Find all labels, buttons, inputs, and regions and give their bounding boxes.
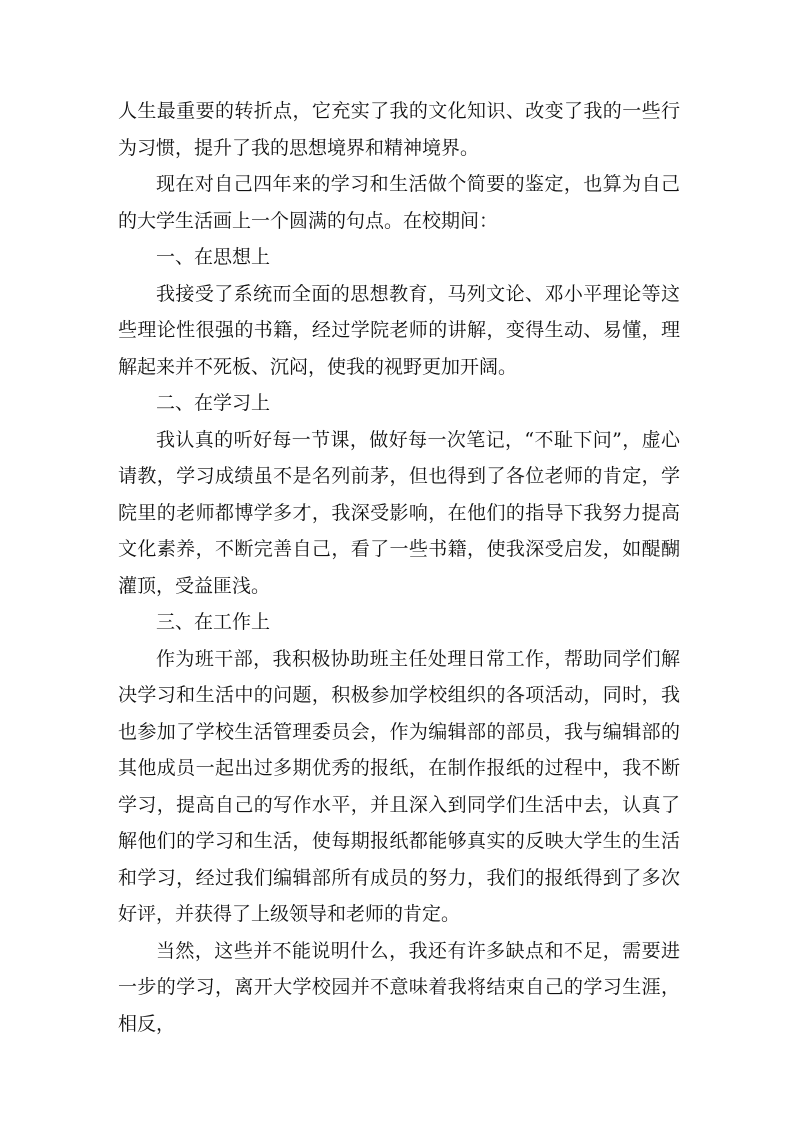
paragraph-work: 作为班干部，我积极协助班主任处理日常工作，帮助同学们解决学习和生活中的问题，积极参加学校组织的各项活动，同时，我也参加了学校生活管理委员会，作为编辑部的部员，我与编辑部的其他成员一起出过多期优秀的报纸，在制作报纸的过程中，我不断学习，提高自己的写作水平，并且深入到同学们生活中去，认真了解他们的学习和生活，使每期报纸都能够真实的反映大学生的生活和学习，经过我们编辑部所有成员的努力，我们的报纸得到了多次好评，并获得了上级领导和老师的肯定。	[118, 647, 680, 925]
section-heading-thought: 一、在思想上	[156, 246, 271, 268]
paragraph-thought: 我接受了系统而全面的思想教育，马列文论、邓小平理论等这些理论性很强的书籍，经过学院老师的讲解，变得生动、易懂，理解起来并不死板、沉闷，使我的视野更加开阔。	[118, 282, 680, 378]
document-body	[118, 93, 680, 1042]
paragraph-continued: 人生最重要的转折点，它充实了我的文化知识、改变了我的一些行为习惯，提升了我的思想境界和精神境界。	[118, 100, 680, 159]
paragraph-intro: 现在对自己四年来的学习和生活做个简要的鉴定，也算为自己的大学生活画上一个圆满的句点。在校期间：	[118, 173, 680, 232]
paragraph-study: 我认真的听好每一节课，做好每一次笔记，“不耻下问”，虚心请教，学习成绩虽不是名列前茅，但也得到了各位老师的肯定，学院里的老师都博学多才，我深受影响，在他们的指导下我努力提高文化素养，不断完善自己，看了一些书籍，使我深受启发，如醍醐灌顶，受益匪浅。	[118, 428, 680, 597]
section-heading-work: 三、在工作上	[156, 611, 271, 633]
section-heading-study: 二、在学习上	[156, 392, 271, 414]
paragraph-conclusion: 当然，这些并不能说明什么，我还有许多缺点和不足，需要进一步的学习，离开大学校园并不意味着我将结束自己的学习生涯，相反，	[118, 939, 680, 1035]
